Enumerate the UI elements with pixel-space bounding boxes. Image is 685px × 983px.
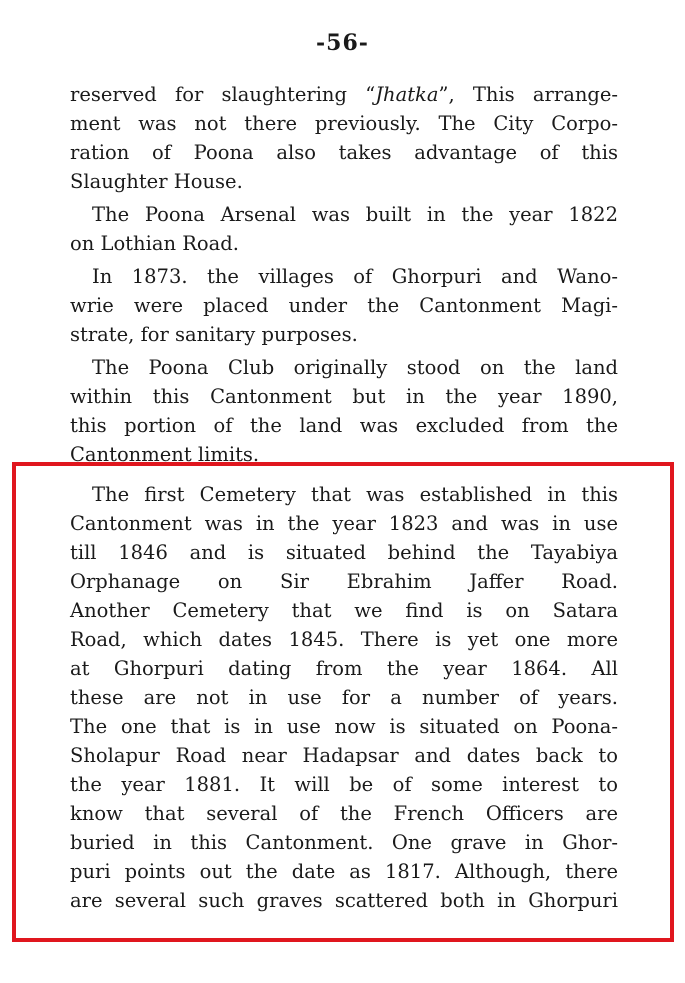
paragraph-5-line-2: Cantonment was in the year 1823 and was in use — [70, 512, 618, 535]
paragraph-1-line-4: Slaughter House. — [70, 170, 243, 193]
paragraph-4-line-1: The Poona Club originally stood on the land — [92, 356, 618, 379]
paragraph-5-line-12: know that several of the French Officers are — [70, 802, 618, 825]
paragraph-4-line-4-cut: Cantonment limits. — [70, 443, 260, 466]
paragraph-5-line-3: till 1846 and is situated behind the Tayabiya — [70, 541, 618, 564]
paragraph-1-line-2: ment was not there previously. The City Corpo- — [70, 112, 618, 135]
paragraph-5-line-11: the year 1881. It will be of some interest to — [70, 773, 618, 796]
paragraph-5-line-15: are several such graves scattered both in Ghorpuri — [70, 889, 618, 912]
paragraph-5-line-7: at Ghorpuri dating from the year 1864. All — [70, 657, 618, 680]
page-number: -56- — [316, 30, 369, 56]
paragraph-1-line-1: reserved for slaughtering “Jhatka”, This arrange- — [70, 83, 618, 106]
paragraph-5-line-6: Road, which dates 1845. There is yet one more — [70, 628, 618, 651]
paragraph-4-line-3: this portion of the land was excluded from the — [70, 414, 618, 437]
highlighted-paragraph — [70, 480, 618, 915]
paragraph-5-line-14: puri points out the date as 1817. Although, there — [70, 860, 618, 883]
paragraph-5-line-9: The one that is in use now is situated on Poona- — [70, 715, 618, 738]
paragraph-5-line-5: Another Cemetery that we find is on Satara — [70, 599, 618, 622]
paragraph-5-line-4: Orphanage on Sir Ebrahim Jaffer Road. — [70, 570, 618, 593]
paragraph-5-line-10: Sholapur Road near Hadapsar and dates back to — [70, 744, 618, 767]
paragraph-5-line-8: these are not in use for a number of years. — [70, 686, 618, 709]
paragraph-3-line-2: wrie were placed under the Cantonment Magi- — [70, 294, 618, 317]
paragraph-1-line-3: ration of Poona also takes advantage of this — [70, 141, 618, 164]
paragraph-3-line-1: In 1873. the villages of Ghorpuri and Wano- — [92, 265, 618, 288]
paragraph-2-line-1: The Poona Arsenal was built in the year 1822 — [92, 203, 618, 226]
paragraph-5-line-13: buried in this Cantonment. One grave in Ghor- — [70, 831, 618, 854]
paragraph-4-line-2: within this Cantonment but in the year 1890, — [70, 385, 618, 408]
paragraph-2-line-2: on Lothian Road. — [70, 232, 239, 255]
paragraph-3-line-3: strate, for sanitary purposes. — [70, 323, 358, 346]
paragraph-5-line-1: The first Cemetery that was established in this — [92, 483, 618, 506]
text-column — [70, 80, 618, 466]
